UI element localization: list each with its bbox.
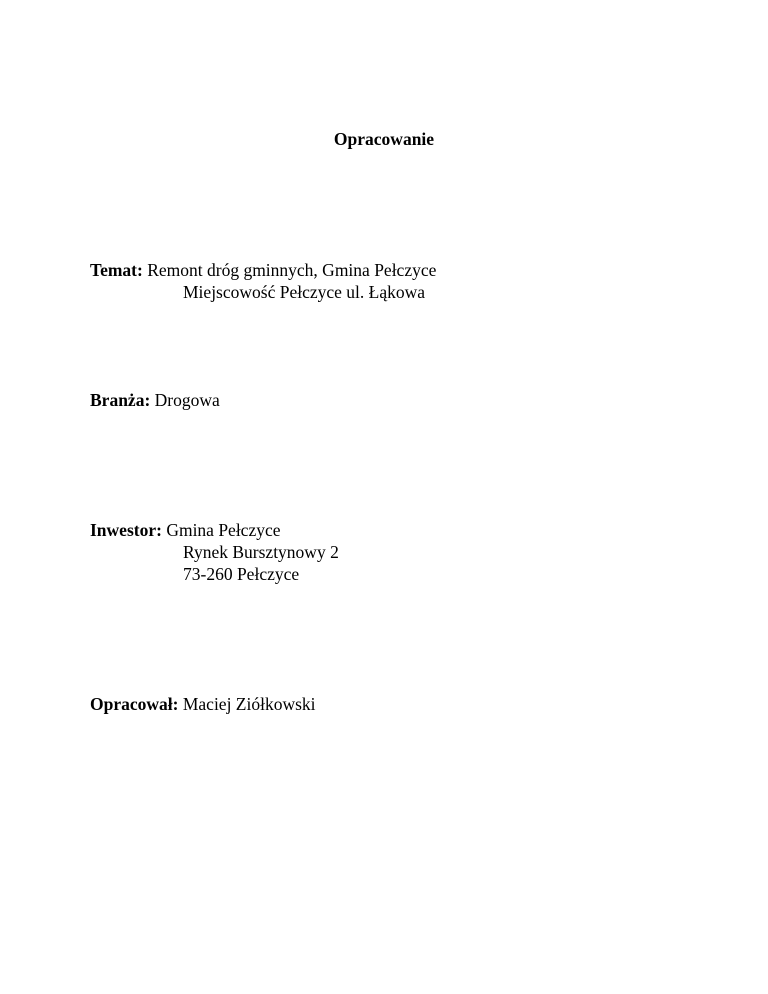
document-title: Opracowanie	[333, 129, 435, 149]
temat-line-2: Miejscowość Pełczyce ul. Łąkowa	[183, 282, 426, 302]
temat-line-1: Remont dróg gminnych, Gmina Pełczyce	[147, 260, 437, 280]
branza-value: Drogowa	[154, 390, 220, 410]
branza-label: Branża:	[90, 390, 151, 410]
inwestor-label: Inwestor:	[90, 520, 162, 540]
temat-section	[90, 259, 436, 303]
opracowal-label: Opracował:	[90, 694, 179, 714]
temat-label: Temat:	[90, 260, 143, 280]
inwestor-line-2: Rynek Bursztynowy 2	[183, 542, 339, 562]
branza-section	[90, 389, 220, 411]
opracowal-section	[90, 693, 316, 715]
inwestor-section	[90, 519, 339, 585]
inwestor-line-3: 73-260 Pełczyce	[183, 564, 300, 584]
inwestor-line-1: Gmina Pełczyce	[166, 520, 281, 540]
opracowal-value: Maciej Ziółkowski	[182, 694, 316, 714]
